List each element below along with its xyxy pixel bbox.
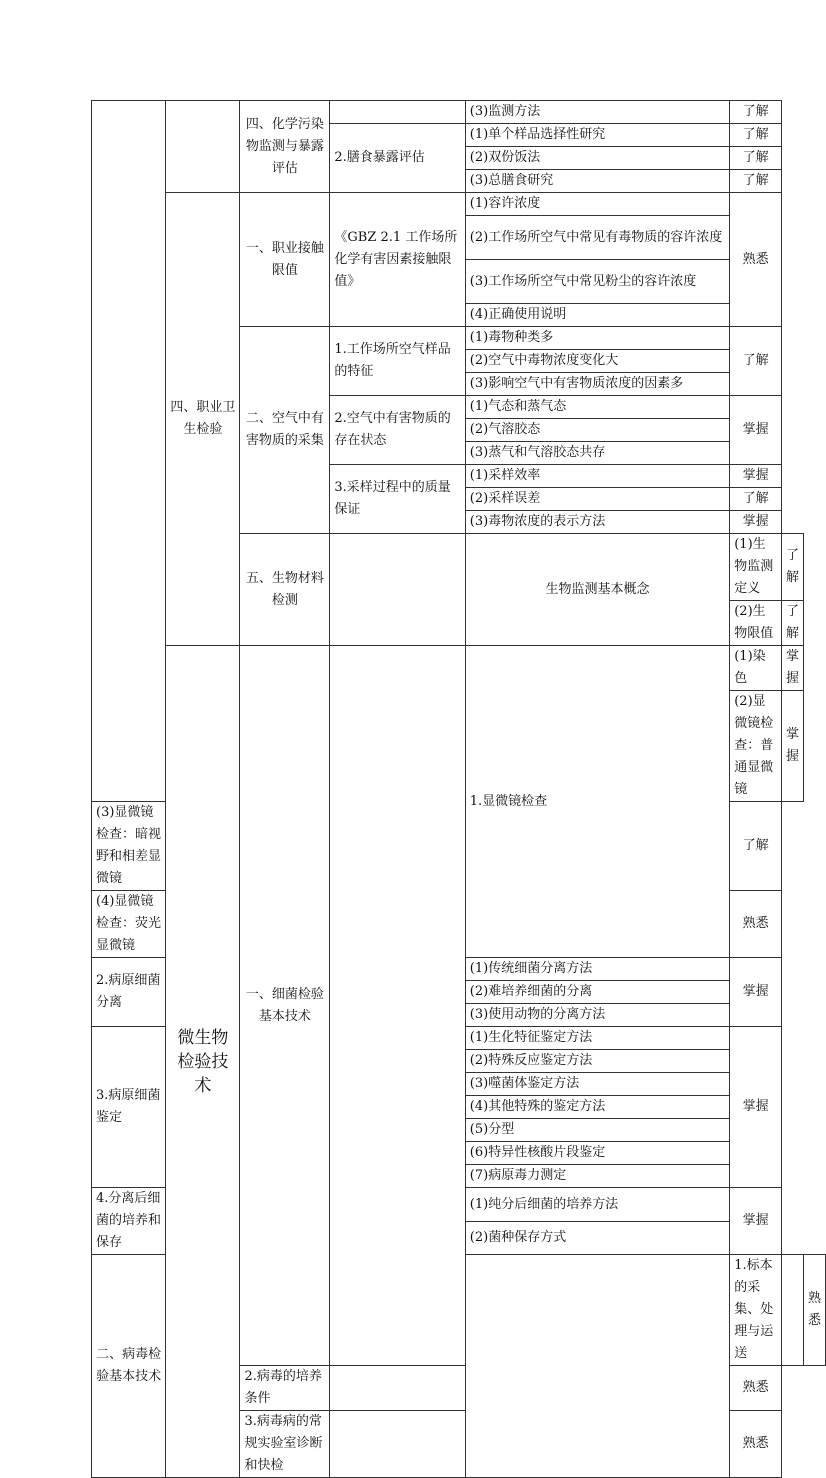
point-microscopy: 1.显微镜检查 [465, 646, 729, 958]
topic-empty [465, 1255, 729, 1478]
point-air-sample: 1.工作场所空气样品的特征 [330, 327, 465, 396]
point-isolation: 2.病原细菌分离 [92, 958, 166, 1027]
point-cell-continued [330, 101, 465, 124]
item: (1)传统细菌分离方法 [465, 958, 729, 981]
syllabus-table [91, 100, 826, 1478]
subject-cell-continued [92, 101, 166, 802]
item: (2)特殊反应鉴定方法 [465, 1050, 729, 1073]
item: (2)工作场所空气中常见有毒物质的容许浓度 [465, 216, 729, 260]
level: 掌握 [781, 691, 803, 802]
item: (4)显微镜检查：荧光显微镜 [92, 891, 166, 958]
level: 了解 [781, 601, 803, 646]
topic-empty [330, 534, 465, 646]
level: 了解 [730, 488, 782, 511]
item: (1)毒物种类多 [465, 327, 729, 350]
unit-bacteria: 一、细菌检验基本技术 [240, 646, 330, 1366]
item: (2)显微镜检查：普通显微镜 [730, 691, 782, 802]
unit-biological-material: 五、生物材料检测 [240, 534, 330, 646]
item: (5)分型 [465, 1119, 729, 1142]
item: (2)菌种保存方式 [465, 1222, 729, 1255]
point-culture-storage: 4.分离后细菌的培养和保存 [92, 1188, 166, 1255]
item: (3)毒物浓度的表示方法 [465, 511, 729, 534]
level: 了解 [730, 101, 782, 124]
point-virus-culture: 2.病毒的培养条件 [240, 1366, 330, 1411]
item: (3)显微镜检查：暗视野和相差显微镜 [92, 802, 166, 891]
level: 掌握 [781, 646, 803, 691]
item: (1)染色 [730, 646, 782, 691]
level: 掌握 [730, 958, 782, 1027]
item: (1)生化特征鉴定方法 [465, 1027, 729, 1050]
level: 熟悉 [803, 1255, 825, 1366]
level: 掌握 [730, 1188, 782, 1255]
item-monitoring-method: (3)监测方法 [465, 101, 729, 124]
unit-cell-continued [166, 101, 240, 193]
point-existence-state: 2.空气中有害物质的存在状态 [330, 396, 465, 465]
item: (1)容许浓度 [465, 193, 729, 216]
item: (3)工作场所空气中常见粉尘的容许浓度 [465, 260, 729, 304]
unit-occupational-health: 四、职业卫生检验 [166, 193, 240, 646]
item: (7)病原毒力测定 [465, 1165, 729, 1188]
item-empty [330, 1411, 465, 1478]
level: 了解 [730, 327, 782, 396]
point-dietary-exposure: 2.膳食暴露评估 [330, 124, 465, 193]
item: (3)使用动物的分离方法 [465, 1004, 729, 1027]
level: 掌握 [730, 396, 782, 465]
level: 了解 [730, 170, 782, 193]
item: (2)气溶胶态 [465, 419, 729, 442]
item: (1)生物监测定义 [730, 534, 782, 601]
item: (1)采样效率 [465, 465, 729, 488]
level: 了解 [730, 124, 782, 147]
level: 了解 [730, 802, 782, 891]
item: (2)空气中毒物浓度变化大 [465, 350, 729, 373]
unit-virus: 二、病毒检验基本技术 [92, 1255, 166, 1478]
item-empty [781, 1255, 803, 1366]
topic-chemical-pollutant: 四、化学污染物监测与暴露评估 [240, 101, 330, 193]
item: (1)单个样品选择性研究 [465, 124, 729, 147]
item: (6)特异性核酸片段鉴定 [465, 1142, 729, 1165]
item-empty [330, 1366, 465, 1411]
level: 熟悉 [730, 193, 782, 327]
point-gbz-standard: 《GBZ 2.1 工作场所化学有害因素接触限值》 [330, 193, 465, 327]
item: (3)噬菌体鉴定方法 [465, 1073, 729, 1096]
level: 掌握 [730, 465, 782, 488]
point-lab-diagnosis: 3.病毒病的常规实验室诊断和快检 [240, 1411, 330, 1478]
item: (2)采样误差 [465, 488, 729, 511]
item: (3)总膳食研究 [465, 170, 729, 193]
item: (2)双份饭法 [465, 147, 729, 170]
item: (3)蒸气和气溶胶态共存 [465, 442, 729, 465]
point-identification: 3.病原细菌鉴定 [92, 1027, 166, 1188]
level: 了解 [730, 147, 782, 170]
level: 掌握 [730, 1027, 782, 1188]
point-specimen: 1.标本的采集、处理与运送 [730, 1255, 782, 1366]
item: (1)纯分后细菌的培养方法 [465, 1188, 729, 1222]
level: 熟悉 [730, 1411, 782, 1478]
topic-exposure-limits: 一、职业接触限值 [240, 193, 330, 327]
item: (2)难培养细菌的分离 [465, 981, 729, 1004]
level: 熟悉 [730, 1366, 782, 1411]
level: 掌握 [730, 511, 782, 534]
point-quality-assurance: 3.采样过程中的质量保证 [330, 465, 465, 534]
item: (2)生物限值 [730, 601, 782, 646]
point-bio-monitoring: 生物监测基本概念 [465, 534, 729, 646]
level: 熟悉 [730, 891, 782, 958]
item: (4)正确使用说明 [465, 304, 729, 327]
topic-empty [330, 646, 465, 1366]
item: (4)其他特殊的鉴定方法 [465, 1096, 729, 1119]
item: (3)影响空气中有害物质浓度的因素多 [465, 373, 729, 396]
level: 了解 [781, 534, 803, 601]
subject-microbiology: 微生物检验技术 [166, 646, 240, 1478]
topic-air-sampling: 二、空气中有害物质的采集 [240, 327, 330, 534]
item: (1)气态和蒸气态 [465, 396, 729, 419]
